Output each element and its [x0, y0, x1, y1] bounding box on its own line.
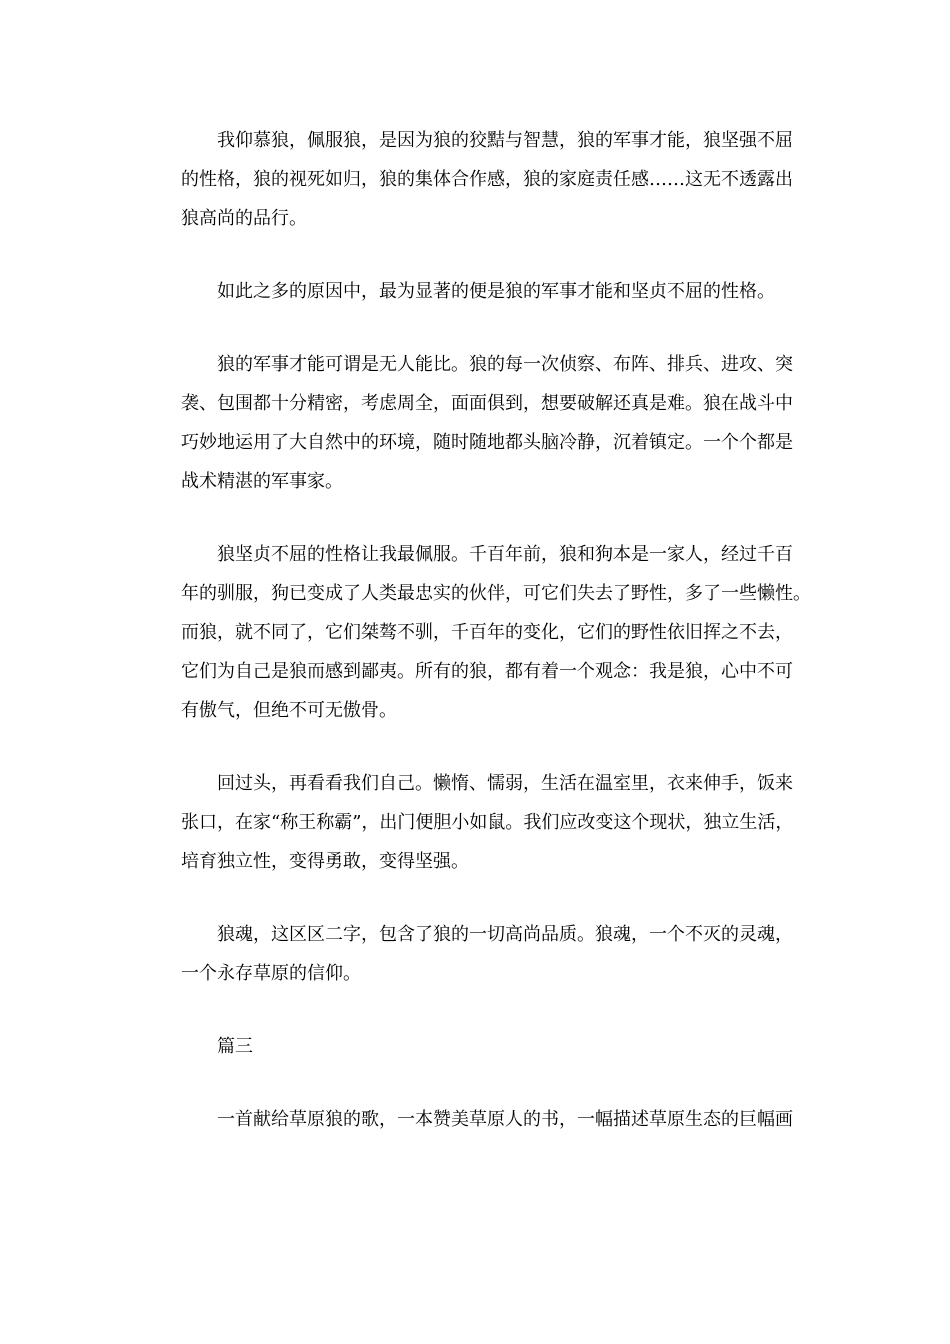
text-line: 年的驯服，狗已变成了人类最忠实的伙伴，可它们失去了野性，多了一些懒性。 [181, 583, 811, 604]
text-line: 张口，在家“称王称霸”，出门便胆小如鼠。我们应改变这个现状，独立生活， [181, 812, 794, 833]
text-line: 回过头，再看看我们自己。懒惰、懦弱，生活在温室里，衣来伸手，饭来 [217, 773, 793, 794]
text-line: 战术精湛的军事家。 [181, 471, 343, 492]
text-line: 有傲气，但绝不可无傲骨。 [181, 700, 397, 721]
section-title: 篇三 [217, 1036, 253, 1057]
text-line: 它们为自己是狼而感到鄙夷。所有的狼，都有着一个观念：我是狼，心中不可 [181, 661, 793, 682]
document-body [145, 121, 810, 1173]
text-line: 培育独立性，变得勇敢，变得坚强。 [181, 851, 469, 872]
text-line: 狼坚贞不屈的性格让我最佩服。千百年前，狼和狗本是一家人，经过千百 [217, 544, 793, 565]
paragraph-2 [145, 272, 810, 311]
paragraph-5 [145, 764, 810, 881]
text-line: 巧妙地运用了大自然中的环境，随时随地都头脑冷静，沉着镇定。一个个都是 [181, 432, 793, 453]
paragraph-1 [145, 121, 810, 238]
text-line: 狼的军事才能可谓是无人能比。狼的每一次侦察、布阵、排兵、进攻、突 [217, 354, 793, 375]
text-line: 狼高尚的品行。 [181, 208, 307, 229]
paragraph-7 [145, 1100, 810, 1139]
text-line: 而狼，就不同了，它们桀骜不驯，千百年的变化，它们的野性依旧挥之不去， [181, 622, 793, 643]
text-line: 如此之多的原因中，最为显著的便是狼的军事才能和坚贞不屈的性格。 [217, 281, 775, 302]
paragraph-6 [145, 915, 810, 993]
section-heading [145, 1027, 810, 1066]
text-line: 袭、包围都十分精密，考虑周全，面面俱到，想要破解还真是难。狼在战斗中 [181, 393, 793, 414]
text-line: 一个永存草原的信仰。 [181, 963, 361, 984]
paragraph-4 [145, 535, 810, 730]
text-line: 狼魂，这区区二字，包含了狼的一切高尚品质。狼魂，一个不灭的灵魂， [217, 924, 793, 945]
text-line: 一首献给草原狼的歌，一本赞美草原人的书，一幅描述草原生态的巨幅画 [217, 1109, 793, 1130]
paragraph-3 [145, 345, 810, 501]
text-line: 我仰慕狼，佩服狼，是因为狼的狡黠与智慧，狼的军事才能，狼坚强不屈 [217, 130, 793, 151]
text-line: 的性格，狼的视死如归，狼的集体合作感，狼的家庭责任感……这无不透露出 [181, 169, 793, 190]
